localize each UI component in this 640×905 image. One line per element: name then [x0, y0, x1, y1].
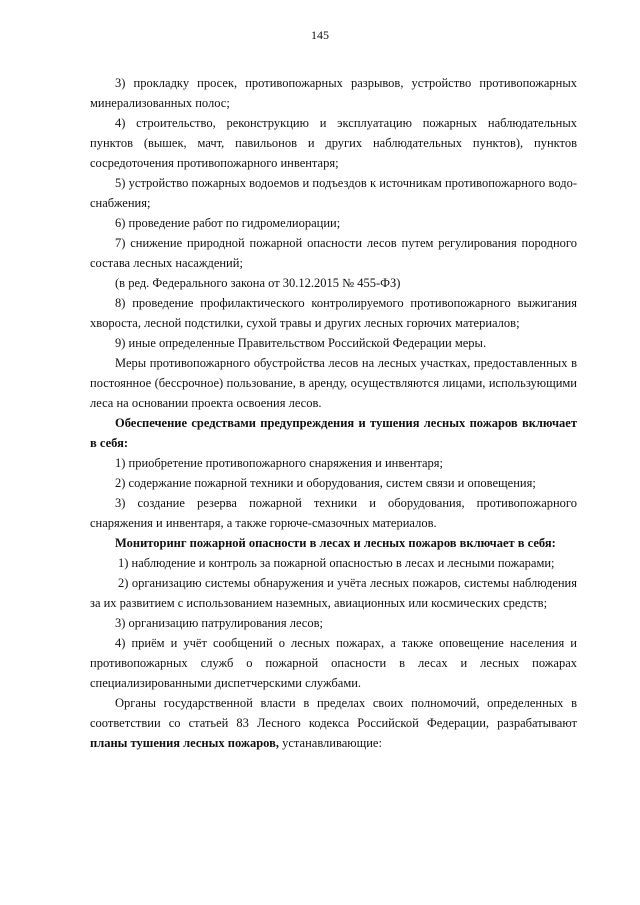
- paragraph: 3) организацию патрулирования лесов;: [115, 616, 323, 630]
- paragraph-text: Органы государственной власти в пределах своих полномочий, определенных в соответствии со статьей 83 Лесного кодекса Российской Федерации, разрабатывают: [90, 696, 577, 730]
- page-number: 145: [311, 28, 329, 42]
- paragraph: 7) снижение природной пожарной опасности лесов путем регулирования породного состава лесных насаждений;: [90, 236, 577, 270]
- document-body: [90, 73, 577, 753]
- paragraph: 4) приём и учёт сообщений о лесных пожарах, а также оповещение населения и противопожарных служб о пожарной опасности в лесах и лесных пожарах специализированными диспетчерскими службами.: [90, 636, 577, 690]
- paragraph: 4) строительство, реконструкцию и эксплуатацию пожарных наблюдательных пунктов (вышек, мачт, павильонов и других наблюдательных пунктов), пунктов сосредоточения противопожарного инвентаря;: [90, 116, 577, 170]
- section-heading-fire-suppression: Обеспечение средствами предупреждения и тушения лесных пожаров включает в себя:: [90, 416, 577, 450]
- paragraph: 9) иные определенные Правительством Российской Федерации меры.: [115, 336, 487, 350]
- emphasis-fire-plans: планы тушения лесных пожаров,: [90, 736, 279, 750]
- paragraph: 5) устройство пожарных водоемов и подъездов к источникам противопожарного водоснабжения;: [90, 176, 577, 210]
- paragraph: 6) проведение работ по гидромелиорации;: [115, 216, 341, 230]
- amendment-reference: (в ред. Федерального закона от 30.12.2015 № 455-ФЗ): [115, 276, 401, 290]
- paragraph: 3) создание резерва пожарной техники и оборудования, противопожарного снаряжения и инвентаря, а также горюче-смазочных материалов.: [90, 496, 577, 530]
- paragraph: Меры противопожарного обустройства лесов на лесных участках, предоставленных в постоянное (бессрочное) пользование, в аренду, осуществляются лицами, использующими леса на основании проекта освоения лесов.: [90, 356, 577, 410]
- paragraph: 1) наблюдение и контроль за пожарной опасностью в лесах и лесными пожарами;: [118, 556, 555, 570]
- paragraph: 8) проведение профилактического контролируемого противопожарного выжигания хвороста, лесной подстилки, сухой травы и других лесных горючих материалов;: [90, 296, 577, 330]
- paragraph-fire-plans: [90, 693, 577, 753]
- paragraph: 2) организацию системы обнаружения и учёта лесных пожаров, системы наблюдения за их развитием с использованием наземных, авиационных или космических средств;: [90, 576, 577, 610]
- paragraph: 3) прокладку просек, противопожарных разрывов, устройство противопожарных минерализованных полос;: [90, 76, 577, 110]
- paragraph: 2) содержание пожарной техники и оборудования, систем связи и оповещения;: [115, 476, 536, 490]
- section-heading-fire-monitoring: Мониторинг пожарной опасности в лесах и лесных пожаров включает в себя:: [115, 536, 556, 550]
- paragraph: 1) приобретение противопожарного снаряжения и инвентаря;: [115, 456, 444, 470]
- paragraph-text: устанавливающие:: [279, 736, 382, 750]
